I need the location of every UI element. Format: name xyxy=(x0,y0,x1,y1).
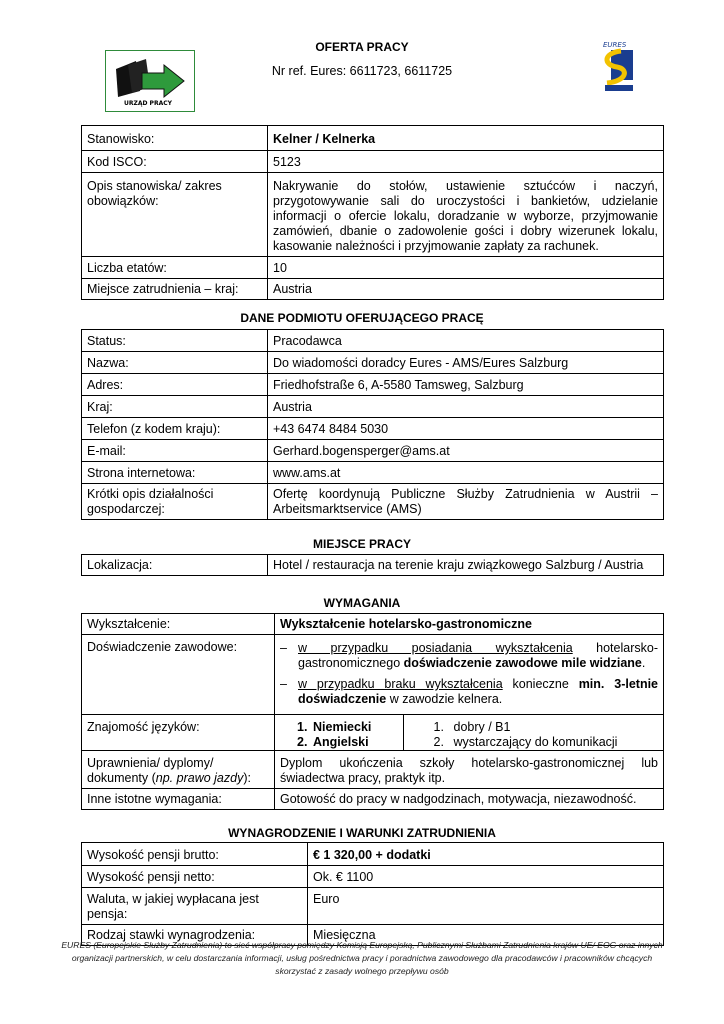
table-row xyxy=(82,151,664,173)
address-value: Friedhofstraße 6, A-5580 Tamsweg, Salzburg xyxy=(268,374,664,396)
position-value: Kelner / Kelnerka xyxy=(268,126,664,151)
languages-label: Znajomość języków: xyxy=(82,715,275,751)
gross-salary-value: € 1 320,00 + dodatki xyxy=(308,843,664,866)
table-row xyxy=(82,279,664,300)
phone-value: +43 6474 8484 5030 xyxy=(268,418,664,440)
table-row xyxy=(82,440,664,462)
rate-type-value: Miesięczna xyxy=(308,925,664,946)
experience-item-2-underlined: w przypadku braku wykształcenia xyxy=(298,677,503,691)
other-requirements-label: Inne istotne wymagania: xyxy=(82,789,275,810)
position-label: Stanowisko: xyxy=(82,126,268,151)
experience-item-2-bold: min. 3-letnie doświadczenie xyxy=(298,677,659,706)
isco-label: Kod ISCO: xyxy=(82,151,268,173)
status-label: Status: xyxy=(82,330,268,352)
table-row xyxy=(82,635,664,715)
table-row xyxy=(82,173,664,257)
location-label: Lokalizacja: xyxy=(82,555,268,576)
positions-count-value: 10 xyxy=(268,257,664,279)
salary-table xyxy=(81,842,664,946)
address-label: Adres: xyxy=(82,374,268,396)
duties-value: Nakrywanie do stołów, ustawienie sztućców i naczyń, przygotowywanie sali do uroczystości i bankietów, udzielanie informacji o ofercie lokalu, doradzanie w wyborze, przyjmowanie zamówień, dbanie o zadowolenie gości i dobry wizerunek lokalu, kasowanie należności i przyjmowanie zapłaty za rachunek. xyxy=(268,173,664,257)
experience-item-1-underlined: w przypadku posiadania wykształcenia xyxy=(298,641,573,655)
net-salary-label: Wysokość pensji netto: xyxy=(82,866,308,888)
experience-item: – w przypadku posiadania wykształcenia hotelarsko-gastronomicznego doświadczenie zawodowe mile widziane. xyxy=(280,641,658,670)
requirements-table xyxy=(81,613,664,810)
country-label: Miejsce zatrudnienia – kraj: xyxy=(82,279,268,300)
table-row xyxy=(82,257,664,279)
email-label: E-mail: xyxy=(82,440,268,462)
employer-table xyxy=(81,329,664,520)
experience-item-1-bold: doświadczenie zawodowe mile widziane xyxy=(403,656,642,670)
requirements-heading: WYMAGANIA xyxy=(323,596,401,610)
salary-heading: WYNAGRODZENIE I WARUNKI ZATRUDNIENIA xyxy=(228,826,496,840)
table-row xyxy=(82,418,664,440)
footer-note xyxy=(60,939,664,978)
status-value: Pracodawca xyxy=(268,330,664,352)
location-table xyxy=(81,554,664,576)
position-table xyxy=(81,125,664,300)
table-row xyxy=(82,484,664,520)
experience-item: – w przypadku braku wykształcenia konieczne min. 3-letnie doświadczenie w zawodzie kelnera. xyxy=(280,677,659,706)
language-2-name: Angielski xyxy=(313,735,369,749)
logo-text: URZĄD PRACY xyxy=(124,100,172,107)
table-row xyxy=(82,374,664,396)
licenses-value: Dyplom ukończenia szkoły hotelarsko-gastronomicznej lub świadectwa pracy, praktyk itp. xyxy=(275,751,664,789)
languages-subtable xyxy=(275,715,663,750)
language-2-number: 2. xyxy=(297,735,308,749)
table-row xyxy=(82,462,664,484)
email-value: Gerhard.bogensperger@ams.at xyxy=(268,440,664,462)
experience-label: Doświadczenie zawodowe: xyxy=(82,635,275,715)
website-label: Strona internetowa: xyxy=(82,462,268,484)
table-row xyxy=(82,789,664,810)
net-salary-value: Ok. € 1100 xyxy=(308,866,664,888)
labour-office-logo xyxy=(105,50,195,112)
language-1-name: Niemiecki xyxy=(313,720,372,734)
experience-item-2-end: w zawodzie kelnera. xyxy=(386,692,503,706)
employer-country-label: Kraj: xyxy=(82,396,268,418)
licenses-label: Uprawnienia/ dyplomy/ dokumenty (np. prawo jazdy): xyxy=(82,751,275,789)
currency-value: Euro xyxy=(308,888,664,925)
table-row xyxy=(82,751,664,789)
level-1-number: 1. xyxy=(433,720,444,734)
country-value: Austria xyxy=(268,279,664,300)
table-row xyxy=(82,330,664,352)
currency-label: Waluta, w jakiej wypłacana jest pensja: xyxy=(82,888,308,925)
table-row xyxy=(82,396,664,418)
footer-text: to sieć współpracy pomiędzy Komisją Europejską, Publicznymi Służbami Zatrudnienia krajów UE/ EOG oraz innych organizacji partnerskich, w celu dostarczania informacji, usług pośrednictwa pracy i poradnictwa zawodowego dla pracodawców i pracowników chcących skorzystać z zasady wolnego przepływu osób xyxy=(71,940,663,976)
positions-count-label: Liczba etatów: xyxy=(82,257,268,279)
language-1-number: 1. xyxy=(297,720,308,734)
language-2-level: wystarczający do komunikacji xyxy=(453,735,618,749)
language-1-level: dobry / B1 xyxy=(453,720,511,734)
business-label: Krótki opis działalności gospodarczej: xyxy=(82,484,268,520)
footer-eures: EURES (Europejskie Służby Zatrudnienia) xyxy=(61,940,223,950)
table-row xyxy=(82,715,664,751)
table-row xyxy=(82,555,664,576)
name-label: Nazwa: xyxy=(82,352,268,374)
table-row xyxy=(82,614,664,635)
eures-logo xyxy=(597,39,637,93)
employer-country-value: Austria xyxy=(268,396,664,418)
location-value: Hotel / restauracja na terenie kraju związkowego Salzburg / Austria xyxy=(268,555,664,576)
experience-item-1-end: . xyxy=(641,656,646,670)
document-title: OFERTA PRACY xyxy=(315,40,409,54)
table-row xyxy=(82,843,664,866)
table-row xyxy=(82,352,664,374)
eures-logo-text: EURES xyxy=(603,41,627,49)
education-label: Wykształcenie: xyxy=(82,614,275,635)
experience-item-1-text: hotelarsko-gastronomicznego xyxy=(298,641,658,670)
experience-item-2-text: konieczne xyxy=(502,677,579,691)
location-heading: MIEJSCE PRACY xyxy=(312,537,412,551)
table-row xyxy=(82,866,664,888)
reference-number: Nr ref. Eures: 6611723, 6611725 xyxy=(271,64,453,78)
level-2-number: 2. xyxy=(433,735,444,749)
education-value: Wykształcenie hotelarsko-gastronomiczne xyxy=(275,614,664,635)
duties-label: Opis stanowiska/ zakres obowiązków: xyxy=(82,173,268,257)
isco-value: 5123 xyxy=(268,151,664,173)
phone-label: Telefon (z kodem kraju): xyxy=(82,418,268,440)
table-row xyxy=(82,888,664,925)
name-value: Do wiadomości doradcy Eures - AMS/Eures Salzburg xyxy=(268,352,664,374)
website-value: www.ams.at xyxy=(268,462,664,484)
employer-heading: DANE PODMIOTU OFERUJĄCEGO PRACĘ xyxy=(240,311,484,325)
rate-type-label: Rodzaj stawki wynagrodzenia: xyxy=(82,925,308,946)
table-row xyxy=(82,126,664,151)
business-value: Ofertę koordynują Publiczne Służby Zatrudnienia w Austrii – Arbeitsmarktservice (AMS) xyxy=(268,484,664,520)
other-requirements-value: Gotowość do pracy w nadgodzinach, motywacja, niezawodność. xyxy=(275,789,664,810)
gross-salary-label: Wysokość pensji brutto: xyxy=(82,843,308,866)
